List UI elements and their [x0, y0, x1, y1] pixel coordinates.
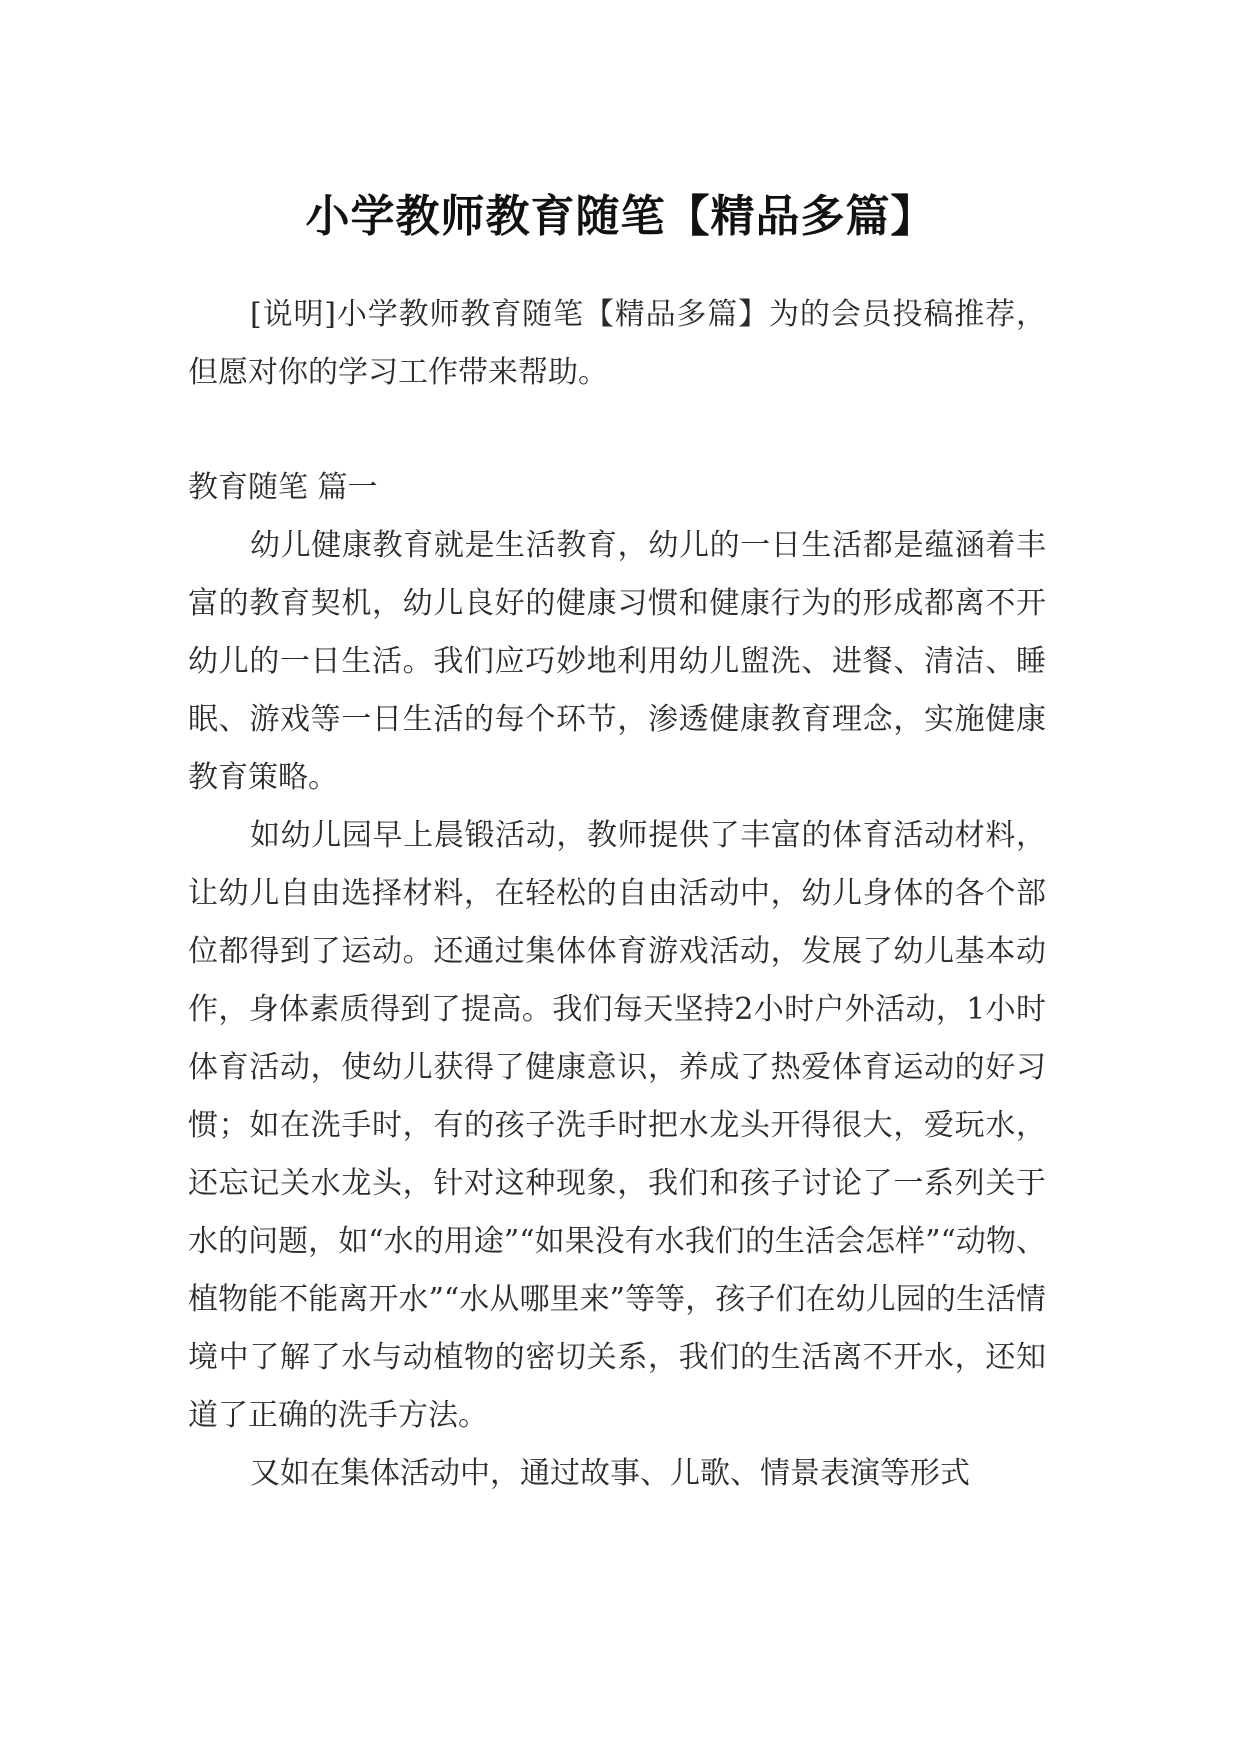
- section-heading: 教育随笔 篇一: [188, 470, 378, 505]
- intro-note-block: [188, 286, 1046, 402]
- document-title: 小学教师教育随笔【精品多篇】: [305, 191, 936, 243]
- paragraph: 如幼儿园早上晨锻活动，教师提供了丰富的体育活动材料，让幼儿自由选择材料，在轻松的自由活动中，幼儿身体的各个部位都得到了运动。还通过集体体育游戏活动，发展了幼儿基本动作，身体素质得到了提高。我们每天坚持2小时户外活动，1小时体育活动，使幼儿获得了健康意识，养成了热爱体育运动的好习惯；如在洗手时，有的孩子洗手时把水龙头开得很大，爱玩水，还忘记关水龙头，针对这种现象，我们和孩子讨论了一系列关于水的问题，如“水的用途”“如果没有水我们的生活会怎样”“动物、植物能不能离开水”“水从哪里来”等等，孩子们在幼儿园的生活情境中了解了水与动植物的密切关系，我们的生活离不开水，还知道了正确的洗手方法。: [188, 818, 1046, 1433]
- paragraph: 又如在集体活动中，通过故事、儿歌、情景表演等形式: [250, 1456, 970, 1491]
- section-one: [188, 459, 1046, 1503]
- intro-note: [说明]小学教师教育随笔【精品多篇】为的会员投稿推荐，但愿对你的学习工作带来帮助。: [188, 297, 1046, 390]
- paragraph: 幼儿健康教育就是生活教育，幼儿的一日生活都是蕴涵着丰富的教育契机，幼儿良好的健康习惯和健康行为的形成都离不开幼儿的一日生活。我们应巧妙地利用幼儿盥洗、进餐、清洁、睡眠、游戏等一日生活的每个环节，渗透健康教育理念，实施健康教育策略。: [188, 528, 1046, 795]
